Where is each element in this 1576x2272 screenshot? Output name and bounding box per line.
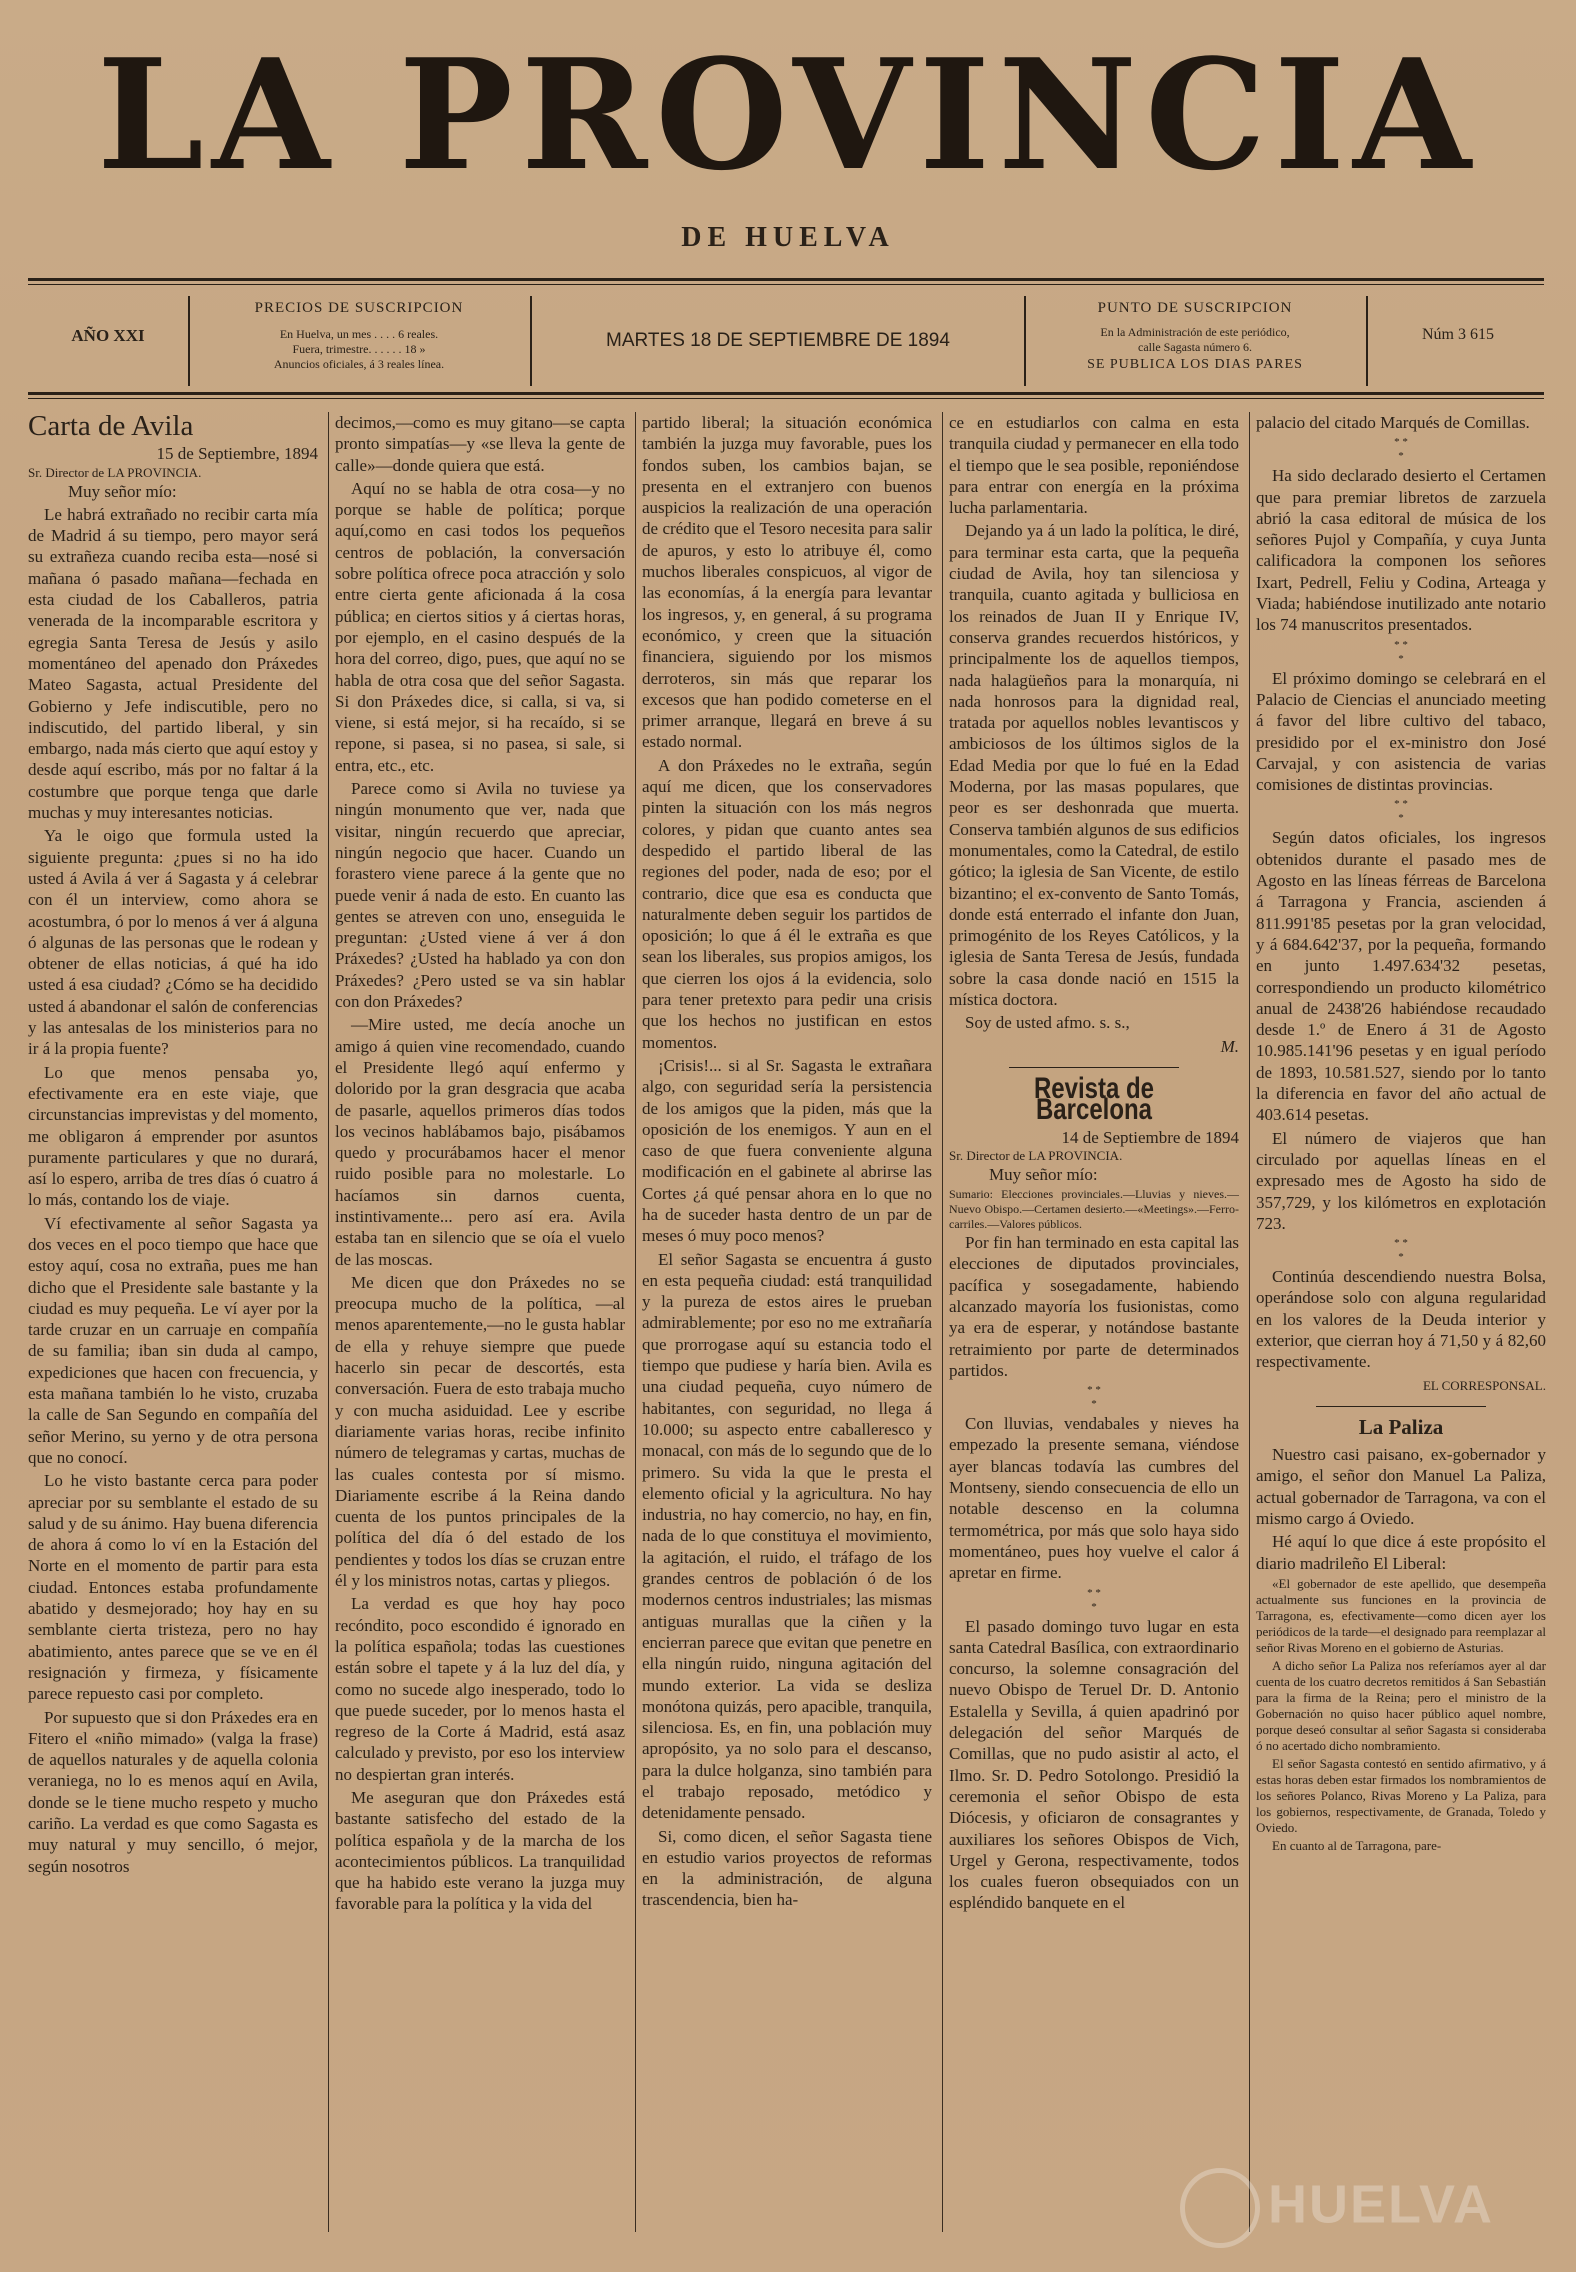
subscription-point-line: calle Sagasta número 6. bbox=[1138, 340, 1252, 354]
article-paragraph: Dejando ya á un lado la política, le diré, para terminar esta carta, que la pequeña ciudad de Avila, hoy tan silenciosa y tranquila, cuanto agitada y bulliciosa en los reinados de Juan II y Enrique IV, conserva grandes recuerdos históricos, y principalmente los de aquellos tiempos, nada halagüeños para la monarquía, ni nada honrosos para la dignidad real, tratada por aquellos nobles levantiscos y ambiciosos de los últimos siglos de la Edad Media por que lo fué en la Edad Moderna, por las masas populares, que peor es ser deshonrada que muerta. Conserva también algunos de sus edificios monumentales, como la Catedral, de estilo gótico; la iglesia de San Vicente, de estilo bizantino; el ex-convento de Santo Tomás, donde está enterrado el infante don Juan, primogénito de los Reyes Católicos, y la iglesia de Santa Teresa de Jesús, fundada sobre la casa donde nació en 1515 la mística doctora. bbox=[949, 521, 1239, 1010]
watermark-logo-icon bbox=[1180, 2168, 1260, 2248]
article-paragraph: El señor Sagasta se encuentra á gusto en esta pequeña ciudad: está tranquilidad y la pureza de estos aires le prueban admirablemente; por eso no me extrañaría que prorrogase aquí su estancia todo el tiempo que pudiese y haría bien. Avila es una ciudad pequeña, cuyo número de habitantes, con seguridad, no llega á 10.000; su aspecto entre caballeresco y monacal, con más de lo segundo que de lo primero. Su vida la que le presta el elemento oficial y la agricultura. No hay industria, no hay comercio, no hay, en fin, nada de lo que constituya el movimiento, la agitación, el ruido, el tráfago de los grandes centros de población ó de los modernos centros industriales; las mismas antiguas murallas que la ciñen y la encierran parece que evitan que penetre en ella ningún ruido, ninguna agitación del mundo exterior. La vida se desliza monótona quizás, pero apacible, tranquila, silenciosa. Es, en fin, una población muy apropósito, ya no solo para el descanso, para la dulce holganza, sino también para el trabajo reposado, metódico y detenidamente pensado. bbox=[642, 1249, 932, 1823]
article-paragraph: Con lluvias, vendabales y nieves ha empezado la presente semana, viéndose ayer blancas todavía las cumbres del Montseny, siendo consecuencia de ello un notable descenso en la columna termométrica, por más que solo haya sido momentáneo, pues hoy vuelve el calor á apretar en firme. bbox=[949, 1414, 1239, 1583]
article-date: 15 de Septiembre, 1894 bbox=[156, 444, 318, 464]
article-addressee: Sr. Director de LA PROVINCIA. bbox=[28, 464, 202, 480]
article-paragraph: Parece como si Avila no tuviese ya ningún monumento que ver, nada que visitar, ningún recuerdo que apreciar, ningún negocio que hacer. Cuando un forastero viene parece á la gente que no puede venir á nada de esto. En cuanto las gentes se atreven con uno, enseguida le preguntan: ¿Usted viene á ver á don Práxedes? ¿Usted ha hablado ya con don Práxedes? ¿Pero usted se va sin hablar con don Práxedes? bbox=[335, 779, 625, 1012]
article-greeting: Muy señor mío: bbox=[989, 1164, 1098, 1184]
year-cell bbox=[28, 290, 188, 390]
subscription-point-title: PUNTO DE SUSCRIPCION bbox=[1097, 300, 1293, 316]
article-paragraph: Continúa descendiendo nuestra Bolsa, operándose solo con alguna regularidad en los valores de la Deuda interior y exterior, que cierran hoy á 71,50 y á 82,60 respectivamente. bbox=[1256, 1267, 1546, 1372]
asterism: * * * bbox=[1394, 436, 1408, 463]
column-5 bbox=[1256, 412, 1546, 2235]
article-summary: Sumario: Elecciones provinciales.—Lluvias y nieves.—Nuevo Obispo.—Certamen desierto.—«Meetings».—Ferro-carriles.—Valores públicos. bbox=[949, 1187, 1239, 1232]
prices-cell bbox=[194, 290, 524, 390]
info-bottom-rule bbox=[28, 392, 1544, 395]
article-paragraph: palacio del citado Marqués de Comillas. bbox=[1256, 413, 1530, 432]
column-4 bbox=[949, 412, 1239, 2232]
article-quote: El señor Sagasta contestó en sentido afirmativo, y á estas horas deben estar firmados los nombramientos de los señores Polanco, Rivas Moreno y La Paliza, para los gobiernos, respectivamente, de Granada, Toledo y Oviedo. bbox=[1256, 1755, 1546, 1835]
subscription-point-cell bbox=[1030, 290, 1360, 390]
archive-watermark bbox=[1180, 2168, 1540, 2248]
date-cell bbox=[538, 290, 1018, 390]
article-paragraph: ce en estudiarlos con calma en esta tranquila ciudad y permanecer en ella todo el tiempo que le sea posible, reponiéndose para entrar con energía en la próxima lucha parlamentaria. bbox=[949, 413, 1239, 518]
article-paragraph: Ya le oigo que formula usted la siguiente pregunta: ¿pues si no ha ido usted á Avila á ver á Sagasta y á celebrar con él un interview, como ahora se acostumbra, ó por lo menos á ver á alguna ó algunas de las personas que le rodean y obtener de ellas noticias, á qué ha ido usted á esa ciudad? ¿Cómo se ha decidido usted á abandonar el salón de conferencias y las antesalas de los ministerios para no ir á la propia fuente? bbox=[28, 826, 318, 1059]
article-paragraph: Me aseguran que don Práxedes está bastante satisfecho del estado de la política española y de la marcha de los acontecimientos públicos. La tranquilidad que ha habido este verano la juzga muy favorable para la política y la vida del bbox=[335, 1788, 625, 1914]
info-separator bbox=[530, 296, 532, 386]
top-rule bbox=[28, 278, 1544, 281]
article-paragraph: Por supuesto que si don Práxedes era en Fitero el «niño mimado» (valga la frase) de aquellos naturales y de aquella colonia veraniega, no lo es menos aquí en Avila, donde se le tiene mucho respeto y mucho cariño. La verdad es que como Sagasta es muy natural y muy sencillo, ó mejor, según nosotros bbox=[28, 1707, 318, 1876]
asterism: * * * bbox=[1087, 1586, 1101, 1613]
article-paragraph: Le habrá extrañado no recibir carta mía de Madrid á su tiempo, pero mayor será su extrañeza cuando reciba esta—nosé si mañana ó pasado mañana—fechada en esta ciudad de los Caballeros, patria venerada de la incomparable escritora y egregia Santa Teresa de Jesús y asilo momentáneo del apenado don Práxedes Mateo Sagasta, actual Presidente del Gobierno y Jefe indiscutible, pero no indiscutido, del partido liberal, y sin embargo, nada más cierto que aquí estoy y desde aquí escribo, más por no faltar á la costumbre que porque tenga que darle muchas y muy interesantes noticias. bbox=[28, 504, 318, 823]
article-addressee: Sr. Director de LA PROVINCIA. bbox=[949, 1147, 1123, 1163]
article-quote: En cuanto al de Tarragona, pare- bbox=[1272, 1837, 1442, 1853]
article-paragraph: Nuestro casi paisano, ex-gobernador y amigo, el señor don Manuel La Paliza, actual gobernador de Tarragona, va con el mismo cargo á Oviedo. bbox=[1256, 1445, 1546, 1529]
info-separator bbox=[188, 296, 190, 386]
article-paragraph: Aquí no se habla de otra cosa—y no porque se hable de política; porque aquí,como en casi todos los pequeños centros de población, la conversación sobre política ofrece poca atracción y solo entre cierta gente aficionada á la cosa pública; en ciertos sitios y á ciertas horas, por ejemplo, en el casino después de la hora del correo, digo, pues, que aquí no se habla de otra cosa que del señor Sagasta. Si don Práxedes dice, si calla, si va, si viene, si está mejor, si ha recaído, si se repone, si pasea, si no pasea, si sale, si entra, etc., etc. bbox=[335, 478, 625, 775]
top-rule-thin bbox=[28, 284, 1544, 285]
article-closing: Soy de usted afmo. s. s., bbox=[965, 1013, 1130, 1033]
column-3 bbox=[642, 412, 932, 2232]
article-paragraph: ¡Crisis!... si al Sr. Sagasta le extrañara algo, con seguridad sería la persistencia de los amigos que la piden, más que la oposición de los enemigos. Y aun en el caso de que fuera conveniente alguna modificación en el gabinete al abrirse las Cortes ¿á qué pensar ahora en lo que no ha de suceder hasta dentro de un par de meses ó muy poco menos? bbox=[642, 1055, 932, 1246]
info-bottom-rule-thin bbox=[28, 398, 1544, 399]
article-title: Revista de Barcelona bbox=[1033, 1071, 1155, 1127]
article-paragraph: Ha sido declarado desierto el Certamen que para premiar libretos de zarzuela abrió la casa editoral de música de los señores Pujol y Compañía, y cuya Junta calificadora la componen los señores Ixart, Pedrell, Feliu y Codina, Arteaga y Viada; habiéndose inutilizado ante notario los 74 manuscritos presentados. bbox=[1256, 466, 1546, 635]
asterism: * * * bbox=[1087, 1384, 1101, 1411]
column-separator bbox=[942, 412, 943, 2232]
article-paragraph: decimos,—como es muy gitano—se capta pronto simpatías—y «se lleva la gente de calle»—donde quiera que está. bbox=[335, 413, 625, 475]
article-signature: EL CORRESPONSAL. bbox=[1422, 1377, 1546, 1393]
article-date: 14 de Septiembre de 1894 bbox=[1061, 1127, 1239, 1147]
article-quote: «El gobernador de este apellido, que desempeña actualmente sus funciones en la provincia de Tarragona, es, efectivamente—como dicen ayer los periódicos de la tarde—el designado para reemplazar al señor Rivas Moreno en el gobierno de Asturias. bbox=[1256, 1575, 1546, 1655]
article-quote: A dicho señor La Paliza nos referíamos ayer al dar cuenta de los cuatro decretos remitidos á San Sebastián para la firma de la Reina; pero el ministro de la Gobernación no quiso hacer público aquel nombre, porque deseó consultar al señor Sagasta si consideraba ó no acertado dicho nombramiento. bbox=[1256, 1657, 1546, 1753]
masthead-subtitle: DE HUELVA bbox=[681, 222, 895, 253]
article-paragraph: Según datos oficiales, los ingresos obtenidos durante el pasado mes de Agosto en las líneas férreas de Barcelona á Tarragona y Francia, ascienden á 811.991'85 pesetas por la gran velocidad, y á 684.642'37, por la pequeña, formando en junto 1.497.634'32 pesetas, correspondiendo un producto kilométrico anual de 2438'26 habiéndose recaudado desde 1.º de Enero á 31 de Agosto 10.985.141'96 pesetas y en igual período de 1893, 10.581.527, siendo por lo tanto la diferencia en favor del año actual de 403.614 pesetas. bbox=[1256, 828, 1546, 1125]
article-signature: M. bbox=[1220, 1036, 1239, 1056]
article-paragraph: El próximo domingo se celebrará en el Palacio de Ciencias el anunciado meeting á favor del libre cultivo del tabaco, presidido por el ex-ministro don José Carvajal, y con asistencia de varias comisiones de distintas provincias. bbox=[1256, 668, 1546, 795]
article-paragraph: Me dicen que don Práxedes no se preocupa mucho de la política, —al menos aparentemente,—no le gusta hablar de ella y rehuye siempre que puede hacerlo sin pecar de descortés, esta conversación. Fuera de esto trabaja mucho y con mucha asiduidad. Lee y escribe diariamente varias horas, recibe infinito número de telegramas y cartas, muchas de las cuales contesta por sí mismo. Diariamente escribe á la Reina dando cuenta de los puntos principales de la política del día ó del estado de los pendientes y todos los días se cruzan entre él y los ministros notas, cartas y pliegos. bbox=[335, 1272, 625, 1591]
asterism: * * * bbox=[1394, 798, 1408, 825]
publication-days: SE PUBLICA LOS DIAS PARES bbox=[1087, 357, 1303, 372]
subscription-point-line: En la Administración de este periódico, bbox=[1100, 325, 1290, 339]
article-paragraph: —Mire usted, me decía anoche un amigo á quien vine recomendado, cuando el Presidente llegó aquí enfermo y dolorido por la gran desgracia que acaba de pasarle, aquellos primeros días todos los vecinos hablábamos bajo, pisábamos quedo y procurábamos hacer el menor ruido posible para no molestarle. Lo hacíamos sin darnos cuenta, instintivamente... pero así era. Avila estaba tan en silencio que se oía el vuelo de las moscas. bbox=[335, 1015, 625, 1269]
info-bar bbox=[28, 290, 1544, 390]
article-paragraph: La verdad es que hoy hay poco recóndito, poco escondido é ignorado en la política española; todas las cuestiones están sobre el tapete y á la luz del día, y como no sucede algo inesperado, todo lo que puede suceder, por lo menos hasta el regreso de la Corte á Madrid, está asaz calculado y previsto, por eso los interview no despiertan gran interés. bbox=[335, 1594, 625, 1784]
prices-line: En Huelva, un mes . . . . 6 reales. bbox=[279, 327, 439, 341]
prices-line: Anuncios oficiales, á 3 reales línea. bbox=[273, 357, 445, 371]
article-paragraph: Lo que menos pensaba yo, efectivamente era en este viaje, que circunstancias imprevistas y del momento, me obligaron á emprender por asuntos puramente particulares y que no durará, así lo espero, arriba de tres días ó cuatro á lo más, contando los de viaje. bbox=[28, 1062, 318, 1210]
column-separator bbox=[635, 412, 636, 2232]
watermark-text: HUELVA bbox=[1268, 2174, 1494, 2235]
article-paragraph: El pasado domingo tuvo lugar en esta santa Catedral Basílica, con extraordinario concurso, la solemne consagración del nuevo Obispo de Teruel Dr. D. Antonio Estalella y Sevilla, á quien apadrinó por delegación del señor Marqués de Comillas, que no pudo asistir al acto, el Ilmo. Sr. D. Pedro Sotolongo. Presidió la ceremonia el señor Obispo de esta Diócesis, y oficiaron de consagrantes y auxiliares los señores Obispos de Vich, Urgel y Gerona, respectivamente, todos los cuales fueron obsequiados con un espléndido banquete en el bbox=[949, 1616, 1239, 1913]
article-title: Carta de Avila bbox=[28, 412, 194, 442]
asterism: * * * bbox=[1394, 1237, 1408, 1264]
article-paragraph: El número de viajeros que han circulado por aquellas líneas en el expresado mes de Agosto ha sido de 357,729, y los kilómetros en explotación 723. bbox=[1256, 1128, 1546, 1233]
article-columns bbox=[28, 412, 1546, 2235]
masthead-title: LA PROVINCIA bbox=[96, 25, 1480, 204]
column-separator bbox=[328, 412, 329, 2232]
year-label: AÑO XXI bbox=[71, 326, 145, 345]
article-paragraph: A don Práxedes no le extraña, según aquí me dicen, que los conservadores pinten la situación con los más negros colores, y pidan que cuanto antes sea despedido el partido liberal de las regiones del poder, nada de eso; por el contrario, dice que esa es conducta que naturalmente deben seguir los partidos de oposición; lo que á él le extraña es que sean los liberales, sus propios amigos, los que cierren los ojos á la evidencia, solo para tener pretexto para pedir una crisis que los hechos no justifican en estos momentos. bbox=[642, 755, 932, 1052]
column-2 bbox=[335, 412, 625, 2232]
article-greeting: Muy señor mío: bbox=[68, 481, 177, 501]
asterism: * * * bbox=[1394, 638, 1408, 665]
info-separator bbox=[1024, 296, 1026, 386]
prices-title: PRECIOS DE SUSCRIPCION bbox=[254, 300, 464, 316]
article-paragraph: Lo he visto bastante cerca para poder apreciar por su semblante el estado de su salud y de su ánimo. Hay buena diferencia de ahora á como lo ví en la Estación del Norte en el momento de partir para esta ciudad. Entonces estaba profundamente abatido y desmejorado; hoy hay en su semblante cierta tristeza, pero no hay abatimiento, antes parece que se ve en él resignación y firmeza, y físicamente parece repuesto casi por completo. bbox=[28, 1471, 318, 1704]
article-paragraph: partido liberal; la situación económica también la juzga muy favorable, pues los fondos suben, los cambios bajan, se presenta en el extranjero con buenos auspicios la realización de una operación de crédito que el Tesoro necesita para salir de apuros, y esto lo atribuye él, como muchos liberales conspicuos, al vigor de las economías, á la energía para levantar los ingresos, y, en general, á su programa económico, y creen que la situación financiera, siguiendo por los mismos derroteros, sin más que reparar los excesos que han podido cometerse en el primer arranque, llegará en breve á su estado normal. bbox=[642, 413, 932, 752]
column-1 bbox=[28, 412, 318, 2232]
prices-line: Fuera, trimestre. . . . . . 18 » bbox=[292, 342, 426, 356]
article-paragraph: Ví efectivamente al señor Sagasta ya dos veces en el poco tiempo que hace que estoy aquí, cosa no extraña, pues me han dicho que el Presidente sale bastante y la ciudad es muy pequeña. Le ví ayer por la tarde cruzar en un carruaje en compañía de su familia; iban sin duda al campo, expediciones que hacen con frecuencia, y esta mañana también lo he visto, cruzaba la calle de San Segundo en compañía del señor Merino, su yerno y de otra persona que no conocí. bbox=[28, 1213, 318, 1467]
article-paragraph: Si, como dicen, el señor Sagasta tiene en estudio varios proyectos de reformas en la administración, de alguna trascendencia, bien ha- bbox=[642, 1826, 932, 1910]
issue-date: MARTES 18 DE SEPTIEMBRE DE 1894 bbox=[606, 330, 950, 351]
info-separator bbox=[1366, 296, 1368, 386]
number-cell bbox=[1372, 290, 1544, 390]
section-divider bbox=[1316, 1406, 1486, 1407]
article-title: La Paliza bbox=[1358, 1414, 1444, 1439]
article-paragraph: Por fin han terminado en esta capital las elecciones de diputados provinciales, pacífica y sosegadamente, habiendo alcanzado mayoría los fusionistas, como ya era de esperar, y notándose bastante retraimiento por parte de determinados partidos. bbox=[949, 1233, 1239, 1380]
article-paragraph: Hé aquí lo que dice á este propósito el diario madrileño El Liberal: bbox=[1256, 1532, 1546, 1573]
column-separator bbox=[1249, 412, 1250, 2232]
section-divider bbox=[1009, 1067, 1179, 1068]
issue-number: Núm 3 615 bbox=[1422, 326, 1494, 343]
